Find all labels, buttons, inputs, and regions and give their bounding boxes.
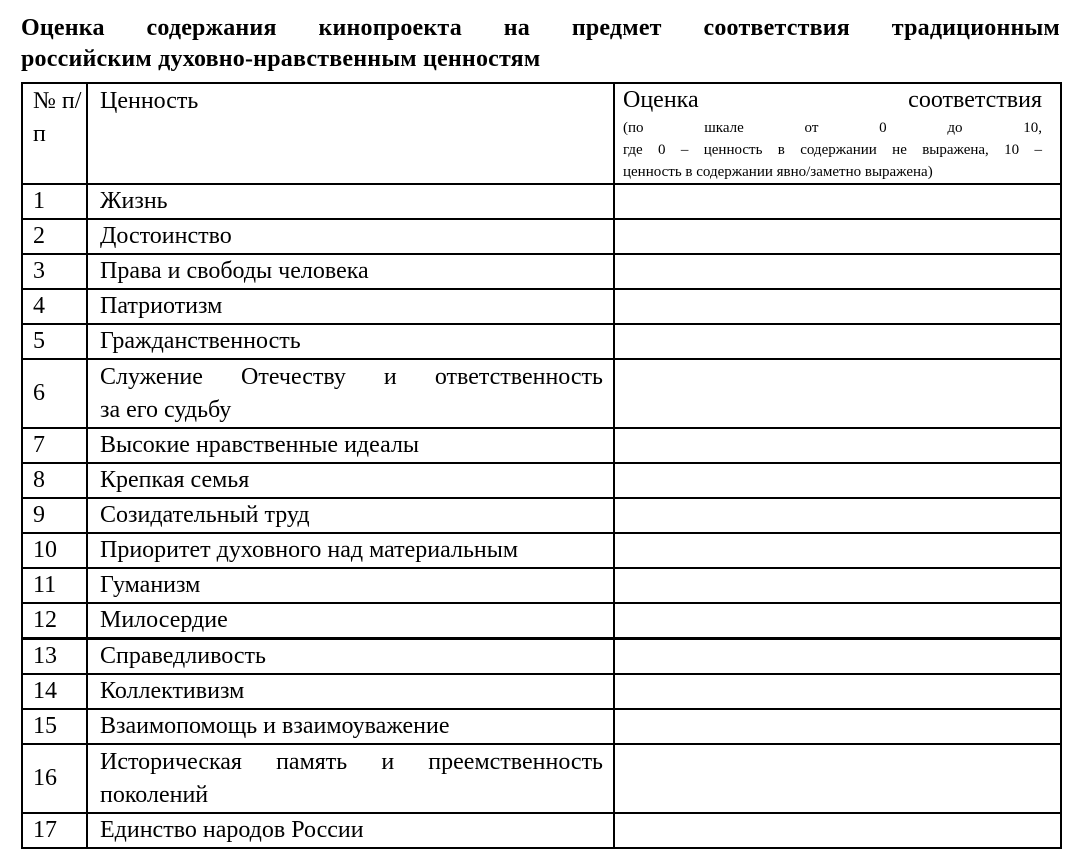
score-note-line-3: ценность в содержании явно/заметно выражена) — [623, 164, 933, 180]
score-input-cell[interactable] — [614, 603, 1061, 639]
score-input-cell[interactable] — [614, 498, 1061, 533]
header-cell-number: № п/п — [22, 83, 87, 184]
row-number: 7 — [22, 428, 87, 463]
score-column-title: Оценка соответствия — [623, 87, 1042, 113]
value-cell: Права и свободы человека — [87, 254, 614, 289]
row-number: 9 — [22, 498, 87, 533]
score-input-cell[interactable] — [614, 744, 1061, 813]
table-row — [22, 744, 1061, 813]
table-row — [22, 639, 1061, 675]
value-cell: Приоритет духовного над материальным — [87, 533, 614, 568]
page-title-line-1: Оценка содержания кинопроекта на предмет соответствия традиционным — [21, 15, 1060, 41]
row-number: 6 — [22, 359, 87, 428]
table-row — [22, 674, 1061, 709]
row-number: 11 — [22, 568, 87, 603]
row-number: 1 — [22, 184, 87, 219]
score-input-cell[interactable] — [614, 674, 1061, 709]
table-header — [22, 83, 1061, 184]
values-table — [21, 82, 1062, 849]
value-cell: Коллективизм — [87, 674, 614, 709]
score-input-cell[interactable] — [614, 568, 1061, 603]
table-row — [22, 813, 1061, 848]
value-line: Историческая память и преемственность — [100, 748, 603, 775]
table-row — [22, 219, 1061, 254]
value-cell: Гуманизм — [87, 568, 614, 603]
table-row — [22, 463, 1061, 498]
page-title — [21, 13, 1060, 75]
table-row — [22, 254, 1061, 289]
row-number: 5 — [22, 324, 87, 359]
header-cell-score — [614, 83, 1061, 184]
value-line: поколений — [100, 781, 209, 808]
score-input-cell[interactable] — [614, 428, 1061, 463]
row-number: 4 — [22, 289, 87, 324]
value-cell: Жизнь — [87, 184, 614, 219]
value-cell: Патриотизм — [87, 289, 614, 324]
value-line: за его судьбу — [100, 396, 232, 423]
value-cell: Гражданственность — [87, 324, 614, 359]
value-cell: Единство народов России — [87, 813, 614, 848]
value-cell: Достоинство — [87, 219, 614, 254]
value-line: Служение Отечеству и ответственность — [100, 363, 603, 390]
row-number: 12 — [22, 603, 87, 639]
score-input-cell[interactable] — [614, 813, 1061, 848]
score-input-cell[interactable] — [614, 254, 1061, 289]
value-cell — [87, 359, 614, 428]
row-number: 16 — [22, 744, 87, 813]
score-input-cell[interactable] — [614, 359, 1061, 428]
value-cell: Созидательный труд — [87, 498, 614, 533]
table-row — [22, 428, 1061, 463]
table-row — [22, 184, 1061, 219]
row-number: 2 — [22, 219, 87, 254]
score-input-cell[interactable] — [614, 324, 1061, 359]
row-number: 10 — [22, 533, 87, 568]
header-cell-value: Ценность — [87, 83, 614, 184]
row-number: 3 — [22, 254, 87, 289]
table-row — [22, 533, 1061, 568]
score-column-note — [623, 115, 1042, 183]
value-cell: Справедливость — [87, 639, 614, 675]
table-row — [22, 709, 1061, 744]
score-note-line-1: (по шкале от 0 до 10, — [623, 120, 1042, 136]
table-row — [22, 324, 1061, 359]
value-cell: Высокие нравственные идеалы — [87, 428, 614, 463]
value-cell: Крепкая семья — [87, 463, 614, 498]
header-row — [22, 83, 1061, 184]
value-cell: Взаимопомощь и взаимоуважение — [87, 709, 614, 744]
score-input-cell[interactable] — [614, 463, 1061, 498]
row-number: 14 — [22, 674, 87, 709]
score-input-cell[interactable] — [614, 289, 1061, 324]
table-row — [22, 568, 1061, 603]
score-note-line-2: где 0 – ценность в содержании не выражена, 10 – — [623, 142, 1042, 158]
page-title-line-2: российским духовно-нравственным ценностям — [21, 46, 541, 72]
table-row — [22, 498, 1061, 533]
table-row — [22, 289, 1061, 324]
score-input-cell[interactable] — [614, 184, 1061, 219]
table-row — [22, 603, 1061, 639]
row-number: 15 — [22, 709, 87, 744]
row-number: 17 — [22, 813, 87, 848]
row-number: 8 — [22, 463, 87, 498]
value-cell — [87, 744, 614, 813]
table-row — [22, 359, 1061, 428]
row-number: 13 — [22, 639, 87, 675]
value-cell: Милосердие — [87, 603, 614, 639]
score-input-cell[interactable] — [614, 219, 1061, 254]
score-input-cell[interactable] — [614, 639, 1061, 675]
score-input-cell[interactable] — [614, 709, 1061, 744]
score-input-cell[interactable] — [614, 533, 1061, 568]
